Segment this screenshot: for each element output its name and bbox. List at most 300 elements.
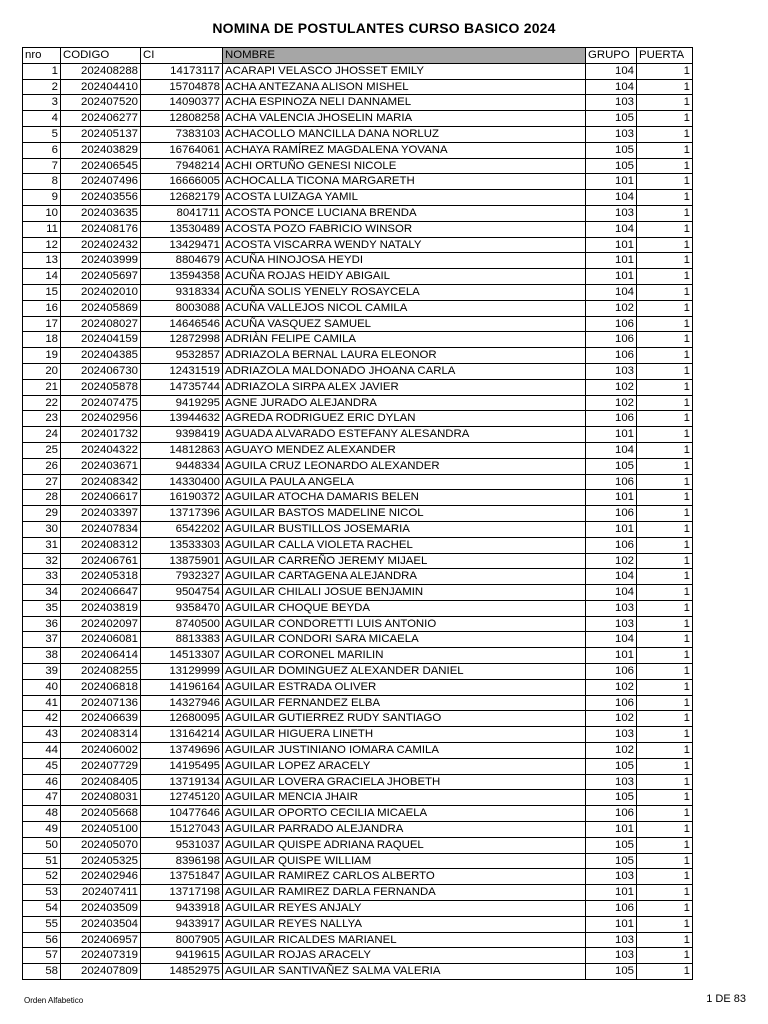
cell-ci: 13719134 <box>141 774 223 790</box>
col-header-nro: nro <box>23 48 61 64</box>
cell-ci: 9448334 <box>141 458 223 474</box>
table-row <box>23 616 693 632</box>
cell-nro: 42 <box>23 711 61 727</box>
cell-nombre: AGUILA CRUZ LEONARDO ALEXANDER <box>223 458 586 474</box>
table-row <box>23 790 693 806</box>
cell-codigo: 202406761 <box>61 553 141 569</box>
cell-nombre: ACUÑA HINOJOSA HEYDI <box>223 253 586 269</box>
cell-puerta: 1 <box>637 743 693 759</box>
cell-puerta: 1 <box>637 932 693 948</box>
cell-grupo: 101 <box>586 269 637 285</box>
cell-nro: 43 <box>23 727 61 743</box>
cell-grupo: 104 <box>586 442 637 458</box>
cell-nro: 29 <box>23 506 61 522</box>
cell-nombre: AGUILAR BUSTILLOS JOSEMARIA <box>223 521 586 537</box>
cell-nro: 21 <box>23 379 61 395</box>
cell-nro: 41 <box>23 695 61 711</box>
cell-grupo: 105 <box>586 790 637 806</box>
cell-ci: 14173117 <box>141 63 223 79</box>
cell-codigo: 202406002 <box>61 743 141 759</box>
cell-nro: 2 <box>23 79 61 95</box>
cell-codigo: 202406730 <box>61 363 141 379</box>
table-row <box>23 711 693 727</box>
cell-ci: 8813383 <box>141 632 223 648</box>
cell-codigo: 202406277 <box>61 111 141 127</box>
cell-ci: 7383103 <box>141 126 223 142</box>
table-row <box>23 916 693 932</box>
cell-nombre: ADRIAZOLA MALDONADO JHOANA CARLA <box>223 363 586 379</box>
cell-nro: 52 <box>23 869 61 885</box>
cell-codigo: 202408255 <box>61 664 141 680</box>
cell-grupo: 101 <box>586 174 637 190</box>
cell-grupo: 103 <box>586 126 637 142</box>
table-row <box>23 727 693 743</box>
cell-nombre: ACHA ESPINOZA NELI DANNAMEL <box>223 95 586 111</box>
cell-nro: 18 <box>23 332 61 348</box>
cell-grupo: 103 <box>586 948 637 964</box>
cell-puerta: 1 <box>637 332 693 348</box>
cell-codigo: 202407496 <box>61 174 141 190</box>
cell-nro: 33 <box>23 569 61 585</box>
cell-nombre: ACHI ORTUÑO GENESI NICOLE <box>223 158 586 174</box>
cell-nombre: ACHACOLLO MANCILLA DANA NORLUZ <box>223 126 586 142</box>
cell-nro: 48 <box>23 806 61 822</box>
cell-codigo: 202403635 <box>61 205 141 221</box>
cell-nombre: ACOSTA PONCE LUCIANA BRENDA <box>223 205 586 221</box>
cell-puerta: 1 <box>637 553 693 569</box>
cell-nro: 57 <box>23 948 61 964</box>
cell-codigo: 202403556 <box>61 190 141 206</box>
cell-puerta: 1 <box>637 269 693 285</box>
cell-puerta: 1 <box>637 916 693 932</box>
cell-grupo: 104 <box>586 632 637 648</box>
cell-puerta: 1 <box>637 284 693 300</box>
table-row <box>23 474 693 490</box>
cell-ci: 8396198 <box>141 853 223 869</box>
cell-nombre: AGUILAR CHILALI JOSUE BENJAMIN <box>223 585 586 601</box>
cell-nombre: AGUILAR DOMINGUEZ ALEXANDER DANIEL <box>223 664 586 680</box>
cell-codigo: 202408027 <box>61 316 141 332</box>
cell-nro: 10 <box>23 205 61 221</box>
table-row <box>23 395 693 411</box>
table-row <box>23 411 693 427</box>
cell-ci: 13533303 <box>141 537 223 553</box>
cell-nombre: ACUÑA VALLEJOS NICOL CAMILA <box>223 300 586 316</box>
cell-ci: 9358470 <box>141 600 223 616</box>
cell-puerta: 1 <box>637 790 693 806</box>
cell-nro: 39 <box>23 664 61 680</box>
cell-grupo: 103 <box>586 363 637 379</box>
cell-nro: 37 <box>23 632 61 648</box>
cell-grupo: 104 <box>586 585 637 601</box>
cell-nro: 20 <box>23 363 61 379</box>
cell-grupo: 106 <box>586 411 637 427</box>
cell-nombre: ACUÑA ROJAS HEIDY ABIGAIL <box>223 269 586 285</box>
table-row <box>23 158 693 174</box>
table-row <box>23 964 693 980</box>
cell-codigo: 202408288 <box>61 63 141 79</box>
cell-codigo: 202406617 <box>61 490 141 506</box>
cell-ci: 8041711 <box>141 205 223 221</box>
cell-nro: 47 <box>23 790 61 806</box>
cell-ci: 9419295 <box>141 395 223 411</box>
cell-nombre: AGUILAR RAMIREZ CARLOS ALBERTO <box>223 869 586 885</box>
cell-grupo: 104 <box>586 79 637 95</box>
cell-grupo: 105 <box>586 853 637 869</box>
cell-ci: 10477646 <box>141 806 223 822</box>
table-row <box>23 695 693 711</box>
cell-ci: 14646546 <box>141 316 223 332</box>
cell-puerta: 1 <box>637 901 693 917</box>
cell-nro: 30 <box>23 521 61 537</box>
table-row <box>23 774 693 790</box>
cell-nro: 46 <box>23 774 61 790</box>
cell-puerta: 1 <box>637 190 693 206</box>
cell-nro: 7 <box>23 158 61 174</box>
table-row <box>23 126 693 142</box>
cell-grupo: 103 <box>586 869 637 885</box>
cell-puerta: 1 <box>637 158 693 174</box>
cell-puerta: 1 <box>637 600 693 616</box>
cell-nombre: ADRIÀN FELIPE CAMILA <box>223 332 586 348</box>
cell-codigo: 202407136 <box>61 695 141 711</box>
cell-codigo: 202403397 <box>61 506 141 522</box>
cell-grupo: 106 <box>586 664 637 680</box>
cell-ci: 9398419 <box>141 427 223 443</box>
cell-nombre: AGUILAR CHOQUE BEYDA <box>223 600 586 616</box>
cell-codigo: 202405318 <box>61 569 141 585</box>
table-row <box>23 837 693 853</box>
cell-grupo: 102 <box>586 379 637 395</box>
cell-nro: 32 <box>23 553 61 569</box>
cell-puerta: 1 <box>637 774 693 790</box>
table-row <box>23 95 693 111</box>
cell-nombre: ACOSTA LUIZAGA YAMIL <box>223 190 586 206</box>
cell-puerta: 1 <box>637 474 693 490</box>
cell-grupo: 103 <box>586 774 637 790</box>
table-row <box>23 853 693 869</box>
cell-ci: 16764061 <box>141 142 223 158</box>
table-row <box>23 569 693 585</box>
cell-nombre: AGUILAR OPORTO CECILIA MICAELA <box>223 806 586 822</box>
cell-nombre: ACHOCALLA TICONA MARGARETH <box>223 174 586 190</box>
cell-nro: 25 <box>23 442 61 458</box>
cell-grupo: 101 <box>586 822 637 838</box>
cell-grupo: 106 <box>586 901 637 917</box>
cell-codigo: 202406647 <box>61 585 141 601</box>
cell-nombre: AGUILAR JUSTINIANO IOMARA CAMILA <box>223 743 586 759</box>
cell-codigo: 202403999 <box>61 253 141 269</box>
cell-puerta: 1 <box>637 853 693 869</box>
cell-nombre: ADRIAZOLA SIRPA ALEX JAVIER <box>223 379 586 395</box>
col-header-ci: CI <box>141 48 223 64</box>
cell-ci: 15704878 <box>141 79 223 95</box>
table-row <box>23 506 693 522</box>
col-header-grupo: GRUPO <box>586 48 637 64</box>
cell-puerta: 1 <box>637 63 693 79</box>
cell-grupo: 101 <box>586 648 637 664</box>
cell-ci: 7932327 <box>141 569 223 585</box>
cell-nombre: AGUILAR FERNANDEZ ELBA <box>223 695 586 711</box>
cell-puerta: 1 <box>637 506 693 522</box>
cell-grupo: 105 <box>586 458 637 474</box>
cell-codigo: 202406957 <box>61 932 141 948</box>
cell-puerta: 1 <box>637 758 693 774</box>
cell-grupo: 103 <box>586 932 637 948</box>
cell-codigo: 202404159 <box>61 332 141 348</box>
cell-puerta: 1 <box>637 585 693 601</box>
table-row <box>23 221 693 237</box>
cell-nombre: AGUILAR ROJAS ARACELY <box>223 948 586 964</box>
cell-nombre: AGUADA ALVARADO ESTEFANY ALESANDRA <box>223 427 586 443</box>
cell-grupo: 101 <box>586 490 637 506</box>
table-row <box>23 758 693 774</box>
cell-ci: 12682179 <box>141 190 223 206</box>
cell-grupo: 105 <box>586 964 637 980</box>
cell-nro: 49 <box>23 822 61 838</box>
cell-grupo: 102 <box>586 300 637 316</box>
cell-nro: 27 <box>23 474 61 490</box>
cell-ci: 13164214 <box>141 727 223 743</box>
cell-nro: 12 <box>23 237 61 253</box>
cell-codigo: 202406818 <box>61 679 141 695</box>
cell-nombre: AGUILAR GUTIERREZ RUDY SANTIAGO <box>223 711 586 727</box>
cell-nro: 38 <box>23 648 61 664</box>
cell-codigo: 202404385 <box>61 348 141 364</box>
cell-ci: 8804679 <box>141 253 223 269</box>
cell-codigo: 202405325 <box>61 853 141 869</box>
cell-grupo: 103 <box>586 616 637 632</box>
cell-grupo: 101 <box>586 916 637 932</box>
cell-nro: 40 <box>23 679 61 695</box>
cell-nro: 50 <box>23 837 61 853</box>
table-row <box>23 822 693 838</box>
cell-ci: 16190372 <box>141 490 223 506</box>
cell-ci: 13429471 <box>141 237 223 253</box>
cell-nro: 8 <box>23 174 61 190</box>
cell-grupo: 105 <box>586 142 637 158</box>
cell-puerta: 1 <box>637 679 693 695</box>
cell-puerta: 1 <box>637 569 693 585</box>
table-body <box>23 63 693 979</box>
table-header-row <box>23 48 693 64</box>
cell-grupo: 103 <box>586 600 637 616</box>
cell-nombre: AGUILAR REYES NALLYA <box>223 916 586 932</box>
cell-ci: 9318334 <box>141 284 223 300</box>
cell-nro: 16 <box>23 300 61 316</box>
cell-ci: 12745120 <box>141 790 223 806</box>
cell-puerta: 1 <box>637 348 693 364</box>
cell-ci: 12431519 <box>141 363 223 379</box>
table-row <box>23 648 693 664</box>
cell-ci: 9433918 <box>141 901 223 917</box>
cell-puerta: 1 <box>637 490 693 506</box>
cell-grupo: 101 <box>586 253 637 269</box>
table-row <box>23 427 693 443</box>
cell-nro: 24 <box>23 427 61 443</box>
cell-puerta: 1 <box>637 648 693 664</box>
cell-ci: 7948214 <box>141 158 223 174</box>
cell-grupo: 106 <box>586 316 637 332</box>
cell-nro: 51 <box>23 853 61 869</box>
page-number: 1 DE 83 <box>706 993 746 1005</box>
cell-puerta: 1 <box>637 126 693 142</box>
cell-puerta: 1 <box>637 885 693 901</box>
cell-nombre: AGUILAR RAMIREZ DARLA FERNANDA <box>223 885 586 901</box>
cell-codigo: 202408342 <box>61 474 141 490</box>
table-row <box>23 111 693 127</box>
cell-ci: 14330400 <box>141 474 223 490</box>
cell-puerta: 1 <box>637 111 693 127</box>
table-row <box>23 442 693 458</box>
cell-puerta: 1 <box>637 427 693 443</box>
cell-ci: 13530489 <box>141 221 223 237</box>
table-row <box>23 521 693 537</box>
cell-puerta: 1 <box>637 442 693 458</box>
cell-ci: 12872998 <box>141 332 223 348</box>
cell-grupo: 104 <box>586 284 637 300</box>
cell-nombre: AGUILAR REYES ANJALY <box>223 901 586 917</box>
cell-puerta: 1 <box>637 695 693 711</box>
cell-ci: 13944632 <box>141 411 223 427</box>
cell-ci: 8003088 <box>141 300 223 316</box>
cell-grupo: 105 <box>586 111 637 127</box>
table-row <box>23 190 693 206</box>
cell-puerta: 1 <box>637 237 693 253</box>
table-row <box>23 63 693 79</box>
cell-ci: 13129999 <box>141 664 223 680</box>
cell-codigo: 202403509 <box>61 901 141 917</box>
cell-nombre: AGUILAR CORONEL MARILIN <box>223 648 586 664</box>
cell-grupo: 105 <box>586 758 637 774</box>
cell-codigo: 202404410 <box>61 79 141 95</box>
cell-codigo: 202405697 <box>61 269 141 285</box>
cell-nro: 4 <box>23 111 61 127</box>
table-row <box>23 679 693 695</box>
cell-grupo: 102 <box>586 395 637 411</box>
cell-ci: 6542202 <box>141 521 223 537</box>
cell-codigo: 202407520 <box>61 95 141 111</box>
cell-nombre: AGUILAR LOVERA GRACIELA JHOBETH <box>223 774 586 790</box>
cell-grupo: 101 <box>586 521 637 537</box>
cell-nro: 44 <box>23 743 61 759</box>
cell-grupo: 104 <box>586 190 637 206</box>
cell-nro: 56 <box>23 932 61 948</box>
cell-nro: 45 <box>23 758 61 774</box>
cell-codigo: 202403829 <box>61 142 141 158</box>
cell-grupo: 101 <box>586 427 637 443</box>
cell-ci: 13749696 <box>141 743 223 759</box>
table-row <box>23 284 693 300</box>
cell-nombre: AGUILAR QUISPE WILLIAM <box>223 853 586 869</box>
cell-puerta: 1 <box>637 300 693 316</box>
table-row <box>23 664 693 680</box>
cell-ci: 16666005 <box>141 174 223 190</box>
cell-nro: 5 <box>23 126 61 142</box>
cell-puerta: 1 <box>637 948 693 964</box>
cell-nro: 3 <box>23 95 61 111</box>
cell-codigo: 202408312 <box>61 537 141 553</box>
cell-codigo: 202402956 <box>61 411 141 427</box>
cell-codigo: 202405668 <box>61 806 141 822</box>
cell-codigo: 202408314 <box>61 727 141 743</box>
cell-nombre: AGUILAR ESTRADA OLIVER <box>223 679 586 695</box>
cell-puerta: 1 <box>637 521 693 537</box>
cell-codigo: 202405070 <box>61 837 141 853</box>
cell-grupo: 102 <box>586 553 637 569</box>
cell-grupo: 102 <box>586 679 637 695</box>
cell-codigo: 202405878 <box>61 379 141 395</box>
cell-puerta: 1 <box>637 537 693 553</box>
table-row <box>23 901 693 917</box>
cell-nro: 28 <box>23 490 61 506</box>
cell-grupo: 101 <box>586 885 637 901</box>
cell-ci: 13594358 <box>141 269 223 285</box>
cell-ci: 14327946 <box>141 695 223 711</box>
cell-nro: 54 <box>23 901 61 917</box>
cell-puerta: 1 <box>637 711 693 727</box>
cell-codigo: 202408031 <box>61 790 141 806</box>
cell-grupo: 105 <box>586 158 637 174</box>
cell-puerta: 1 <box>637 837 693 853</box>
table-row <box>23 348 693 364</box>
cell-nro: 35 <box>23 600 61 616</box>
cell-nro: 11 <box>23 221 61 237</box>
cell-nombre: ACARAPI VELASCO JHOSSET EMILY <box>223 63 586 79</box>
cell-grupo: 106 <box>586 506 637 522</box>
cell-codigo: 202407809 <box>61 964 141 980</box>
cell-nro: 34 <box>23 585 61 601</box>
cell-nombre: AGUILAR QUISPE ADRIANA RAQUEL <box>223 837 586 853</box>
table-row <box>23 600 693 616</box>
cell-nombre: AGUILAR LOPEZ ARACELY <box>223 758 586 774</box>
cell-codigo: 202402010 <box>61 284 141 300</box>
cell-nro: 6 <box>23 142 61 158</box>
cell-puerta: 1 <box>637 142 693 158</box>
table-row <box>23 79 693 95</box>
cell-grupo: 101 <box>586 237 637 253</box>
cell-nombre: ACOSTA POZO FABRICIO WINSOR <box>223 221 586 237</box>
table-row <box>23 632 693 648</box>
cell-nombre: AGUILAR CONDORI SARA MICAELA <box>223 632 586 648</box>
document-title: NOMINA DE POSTULANTES CURSO BASICO 2024 <box>212 20 556 36</box>
cell-ci: 13717198 <box>141 885 223 901</box>
col-header-codigo: CODIGO <box>61 48 141 64</box>
cell-nombre: ADRIAZOLA BERNAL LAURA ELEONOR <box>223 348 586 364</box>
table-row <box>23 253 693 269</box>
cell-grupo: 106 <box>586 695 637 711</box>
table-row <box>23 932 693 948</box>
table-row <box>23 379 693 395</box>
cell-grupo: 104 <box>586 221 637 237</box>
cell-ci: 8007905 <box>141 932 223 948</box>
table-row <box>23 332 693 348</box>
cell-ci: 9433917 <box>141 916 223 932</box>
cell-codigo: 202407729 <box>61 758 141 774</box>
cell-nombre: ACHAYA RAMÍREZ MAGDALENA YOVANA <box>223 142 586 158</box>
cell-puerta: 1 <box>637 616 693 632</box>
table-row <box>23 316 693 332</box>
table-row <box>23 806 693 822</box>
cell-ci: 14812863 <box>141 442 223 458</box>
table-row <box>23 885 693 901</box>
cell-nombre: AGREDA RODRIGUEZ ERIC DYLAN <box>223 411 586 427</box>
cell-ci: 9504754 <box>141 585 223 601</box>
cell-nombre: AGUILAR CALLA VIOLETA RACHEL <box>223 537 586 553</box>
cell-puerta: 1 <box>637 363 693 379</box>
footer-order-label: Orden Alfabetico <box>24 996 84 1005</box>
cell-nro: 26 <box>23 458 61 474</box>
